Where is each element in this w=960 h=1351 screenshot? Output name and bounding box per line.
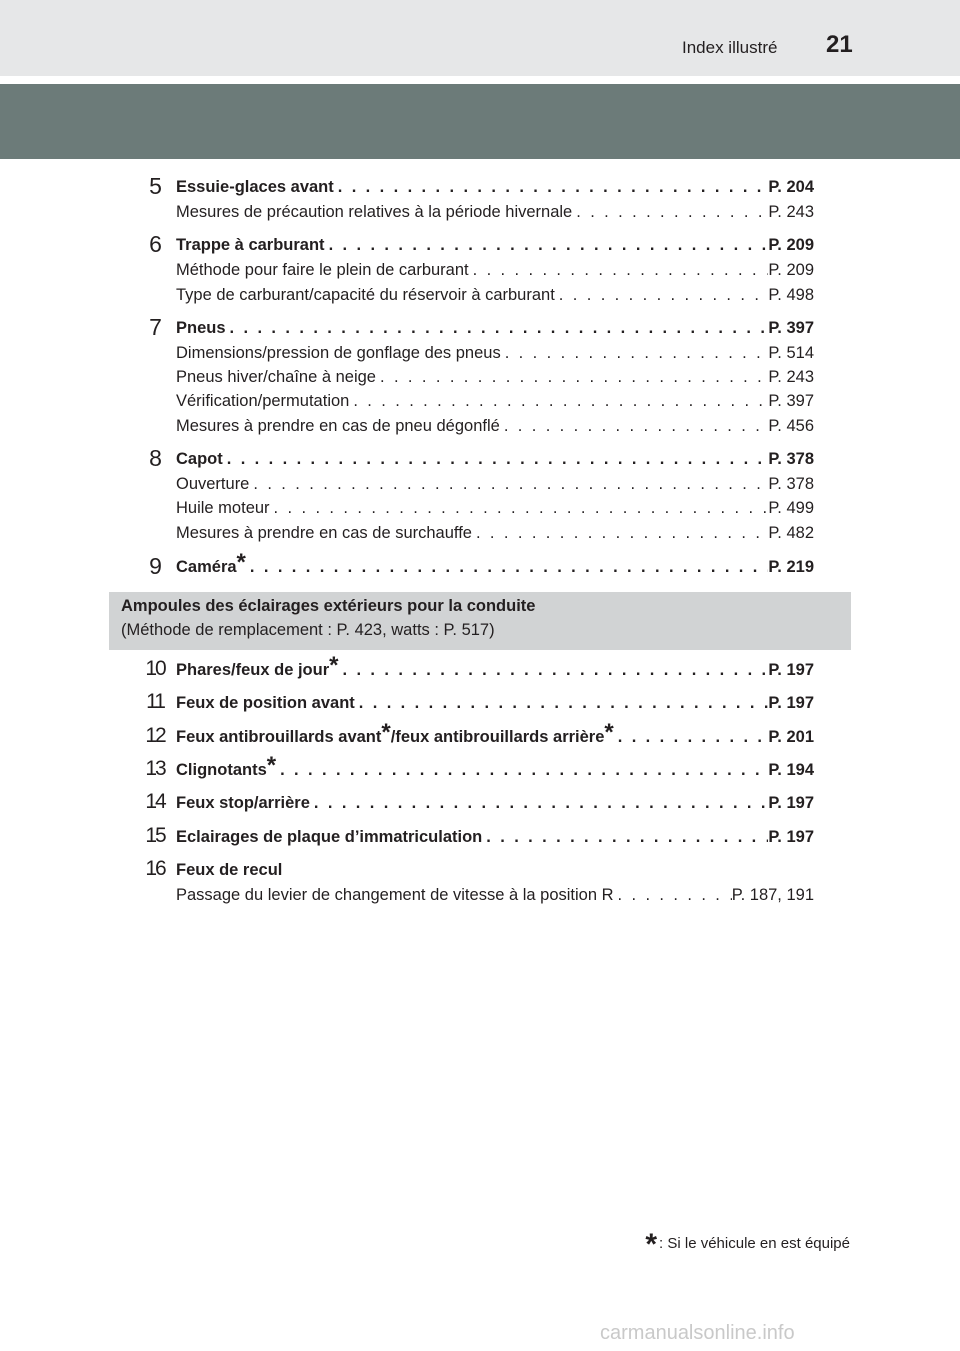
index-entry[interactable] <box>176 201 814 223</box>
callout-number: 16 <box>145 857 165 880</box>
page-reference: P. 197 <box>768 828 814 846</box>
page-reference: P. 187, 191 <box>731 886 814 904</box>
leader-dots <box>469 259 769 281</box>
index-entry[interactable] <box>176 234 814 256</box>
page-reference: P. 201 <box>768 728 814 746</box>
top-band <box>0 0 960 76</box>
entry-label: Feux de recul <box>176 861 283 879</box>
leader-dots <box>226 317 769 339</box>
leader-dots <box>334 176 769 198</box>
callout-number: 15 <box>145 824 165 847</box>
index-entry[interactable] <box>176 284 814 306</box>
entry-label: Mesures à prendre en cas de surchauffe <box>176 524 472 542</box>
page-reference: P. 378 <box>768 450 814 468</box>
page-reference: P. 514 <box>768 344 814 362</box>
page-reference: P. 219 <box>768 558 814 576</box>
leader-dots <box>246 556 769 578</box>
index-entry[interactable] <box>176 522 814 544</box>
leader-dots <box>325 234 769 256</box>
exterior-lights-box <box>109 592 851 650</box>
index-entry[interactable] <box>176 366 814 388</box>
leader-dots <box>482 826 768 848</box>
index-entry[interactable] <box>176 792 814 814</box>
callout-number: 5 <box>149 173 161 199</box>
leader-dots <box>223 448 769 470</box>
equipment-asterisk: * <box>266 752 277 779</box>
page-reference: P. 397 <box>768 319 814 337</box>
index-entry[interactable] <box>176 826 814 848</box>
entry-label: Vérification/permutation <box>176 392 350 410</box>
entry-label: Passage du levier de changement de vitesse à la position R <box>176 886 614 904</box>
entry-label: Eclairages de plaque d’immatriculation <box>176 828 483 846</box>
page-reference: P. 482 <box>768 524 814 542</box>
entry-label: Feux stop/arrière <box>176 794 310 812</box>
equipment-asterisk: * <box>236 549 246 576</box>
entry-label: Mesures à prendre en cas de pneu dégonflé <box>176 417 500 435</box>
section-title: Index illustré <box>682 38 778 57</box>
leader-dots <box>614 884 732 906</box>
entry-label: Clignotants* <box>176 752 277 779</box>
page-reference: P. 209 <box>768 261 814 279</box>
entry-label: Pneus <box>176 319 226 337</box>
page-reference: P. 243 <box>768 203 814 221</box>
entry-label: Dimensions/pression de gonflage des pneus <box>176 344 501 362</box>
entry-label: Type de carburant/capacité du réservoir à carburant <box>176 286 555 304</box>
callout-number: 8 <box>149 445 161 471</box>
index-entry[interactable] <box>176 448 814 470</box>
footnote-text: : Si le véhicule en est équipé <box>659 1235 850 1252</box>
footnote-asterisk: * <box>645 1228 658 1261</box>
page-reference: P. 243 <box>768 368 814 386</box>
entry-label: Capot <box>176 450 223 468</box>
index-entry[interactable] <box>176 390 814 412</box>
index-entry[interactable] <box>176 884 814 906</box>
leader-dots <box>555 284 769 306</box>
callout-number: 12 <box>145 724 165 747</box>
entry-label: Phares/feux de jour* <box>176 652 339 679</box>
leader-dots <box>338 659 768 681</box>
leader-dots <box>500 415 769 437</box>
page-reference: P. 499 <box>768 499 814 517</box>
entry-label: Essuie-glaces avant <box>176 178 334 196</box>
leader-dots <box>572 201 768 223</box>
entry-label: Méthode pour faire le plein de carburant <box>176 261 469 279</box>
page-reference: P. 209 <box>768 236 814 254</box>
index-entry[interactable] <box>176 497 814 519</box>
page-reference: P. 378 <box>768 475 814 493</box>
leader-dots <box>249 473 768 495</box>
callout-number: 14 <box>145 790 165 813</box>
index-entry[interactable] <box>176 317 814 339</box>
index-entry[interactable] <box>176 752 814 781</box>
entry-label: Feux antibrouillards avant*/feux antibrouillards arrière* <box>176 719 614 746</box>
page-number: 21 <box>826 31 853 58</box>
callout-number: 13 <box>145 757 165 780</box>
entry-label: Feux de position avant <box>176 694 355 712</box>
entry-label: Ouverture <box>176 475 250 493</box>
index-entry[interactable] <box>176 415 814 437</box>
leader-dots <box>501 342 769 364</box>
page-reference: P. 456 <box>768 417 814 435</box>
entry-label: Pneus hiver/chaîne à neige <box>176 368 376 386</box>
leader-dots <box>310 792 769 814</box>
index-entry-heading <box>176 859 814 881</box>
header-bar <box>0 84 960 159</box>
index-entry[interactable] <box>176 259 814 281</box>
lights-box-subtitle: (Méthode de remplacement : P. 423, watts : P. 517) <box>121 621 495 639</box>
callout-number: 9 <box>149 553 161 579</box>
entry-label: Huile moteur <box>176 499 270 517</box>
leader-dots <box>355 692 769 714</box>
index-entry[interactable] <box>176 692 814 714</box>
index-entry[interactable] <box>176 652 814 681</box>
entry-label: Mesures de précaution relatives à la période hivernale <box>176 203 573 221</box>
page-reference: P. 194 <box>768 761 814 779</box>
equipment-asterisk: * <box>381 719 391 746</box>
entry-label: Trappe à carburant <box>176 236 325 254</box>
page-reference: P. 197 <box>768 694 814 712</box>
index-entry[interactable] <box>176 342 814 364</box>
leader-dots <box>376 366 768 388</box>
leader-dots <box>349 390 768 412</box>
index-entry[interactable] <box>176 719 814 748</box>
entry-label: Caméra* <box>176 549 246 576</box>
callout-number: 10 <box>145 657 165 680</box>
page-reference: P. 197 <box>768 794 814 812</box>
leader-dots <box>270 497 769 519</box>
index-entry[interactable] <box>176 473 814 495</box>
footnote <box>645 1222 850 1261</box>
page-reference: P. 397 <box>768 392 814 410</box>
index-entry[interactable] <box>176 549 814 578</box>
page-reference: P. 197 <box>768 661 814 679</box>
page-reference: P. 498 <box>768 286 814 304</box>
page-reference: P. 204 <box>768 178 814 196</box>
callout-number: 7 <box>149 314 161 340</box>
index-entry[interactable] <box>176 176 814 198</box>
lights-box-title: Ampoules des éclairages extérieurs pour la conduite <box>121 597 536 615</box>
leader-dots <box>276 759 768 781</box>
callout-number: 6 <box>149 231 161 257</box>
callout-number: 11 <box>146 690 164 713</box>
equipment-asterisk: * <box>329 652 339 679</box>
watermark: carmanualsonline.info <box>600 1322 795 1344</box>
leader-dots <box>472 522 768 544</box>
leader-dots <box>614 726 769 748</box>
equipment-asterisk: * <box>604 719 614 746</box>
